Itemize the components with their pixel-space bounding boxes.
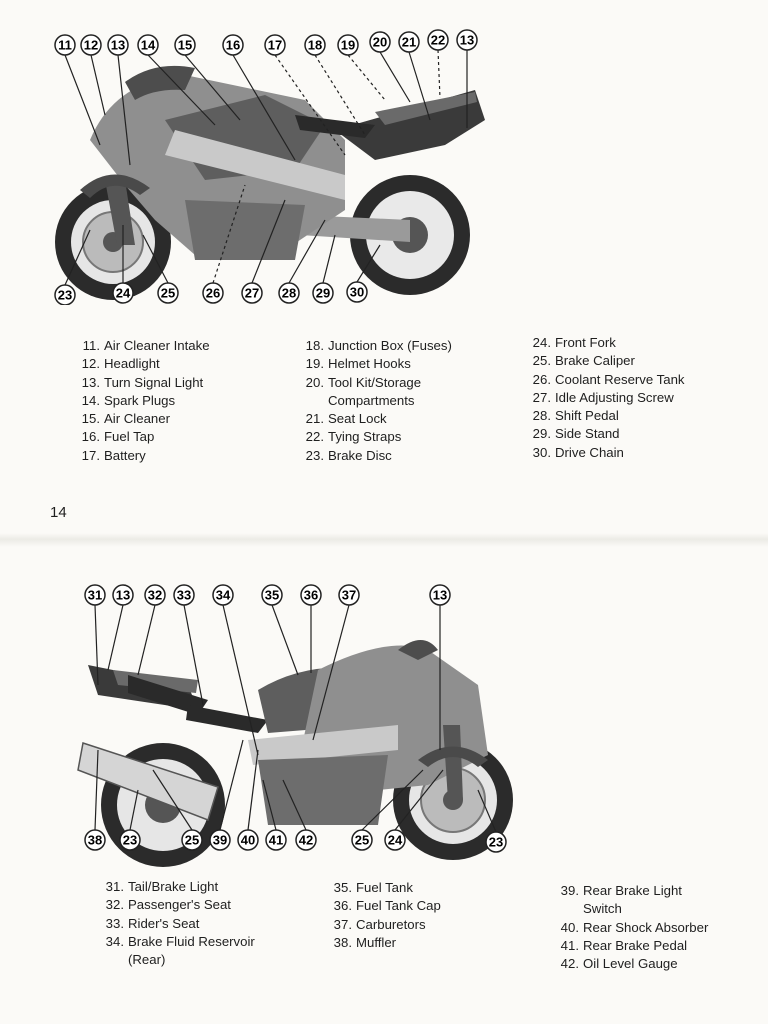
legend-item-31: 31. Tail/Brake Light: [105, 879, 219, 894]
svg-text:25: 25: [160, 285, 176, 301]
svg-text:16: 16: [225, 37, 241, 53]
svg-text:13: 13: [459, 32, 475, 48]
motorcycle-left-side-illustration: [68, 575, 518, 875]
callout-20: [370, 32, 390, 52]
callout-11: [55, 35, 75, 55]
svg-text:28: 28: [281, 285, 297, 301]
callout-24: [113, 283, 133, 303]
bottom-legend-col1: [100, 878, 255, 969]
legend-item-12: 12. Headlight: [81, 356, 160, 372]
legend-item-19: 19. Helmet Hooks: [305, 356, 411, 372]
top-legend-col1: [76, 337, 210, 465]
legend-item-22: 22. Tying Straps: [305, 429, 402, 445]
callout-16: [223, 35, 243, 55]
svg-text:25: 25: [354, 832, 370, 848]
motorcycle-left-side-photo: [68, 575, 518, 875]
svg-text:30: 30: [349, 284, 365, 300]
legend-item-13: 13. Turn Signal Light: [81, 374, 204, 390]
callout-42: [296, 830, 316, 850]
callout-34: [213, 585, 233, 605]
svg-text:42: 42: [298, 832, 314, 848]
callout-40: [238, 830, 258, 850]
callout-37: [339, 585, 359, 605]
svg-text:18: 18: [307, 37, 323, 53]
legend-item-38: 38. Muffler: [333, 934, 397, 950]
svg-text:36: 36: [303, 587, 319, 603]
legend-item-18: 18. Junction Box (Fuses): [305, 338, 452, 353]
svg-text:38: 38: [87, 832, 103, 848]
callout-25-front: [352, 830, 372, 850]
legend-item-26: 26. Coolant Reserve Tank: [532, 371, 685, 387]
top-legend-col2: [300, 337, 452, 465]
legend-item-17: 17. Battery: [81, 447, 146, 463]
legend-item-15: 15. Air Cleaner: [81, 411, 170, 427]
callout-25: [182, 830, 202, 850]
legend-item-11: 11. Air Cleaner Intake: [82, 338, 210, 353]
svg-text:31: 31: [87, 587, 103, 603]
motorcycle-left-side-drawing: [78, 640, 513, 867]
legend-item-37: 37. Carburetors: [333, 916, 426, 932]
svg-text:37: 37: [341, 587, 357, 603]
svg-text:32: 32: [147, 587, 163, 603]
legend-item-28: 28. Shift Pedal: [532, 408, 619, 424]
svg-text:24: 24: [115, 285, 131, 301]
callout-28: [279, 283, 299, 303]
legend-item-21: 21. Seat Lock: [305, 411, 387, 427]
callout-15: [175, 35, 195, 55]
svg-text:25: 25: [184, 832, 200, 848]
callout-36: [301, 585, 321, 605]
svg-text:15: 15: [177, 37, 193, 53]
svg-text:23: 23: [488, 834, 504, 850]
legend-item-20: 20. Tool Kit/Storage: [305, 374, 422, 390]
callouts-top-row: [55, 30, 477, 55]
legend-item-24: 24. Front Fork: [532, 335, 616, 350]
svg-text:27: 27: [244, 285, 260, 301]
callout-23-front: [486, 832, 506, 852]
callout-13-rear: [457, 30, 477, 50]
legend-item-34: 34. Brake Fluid Reservoir: [105, 933, 255, 949]
svg-text:22: 22: [430, 32, 446, 48]
legend-item-32: 32. Passenger's Seat: [105, 897, 231, 913]
svg-text:17: 17: [267, 37, 283, 53]
legend-item-16: 16. Fuel Tap: [81, 429, 155, 445]
svg-text:23: 23: [122, 832, 138, 848]
callout-25: [158, 283, 178, 303]
callout-14: [138, 35, 158, 55]
callouts-top-row: [85, 585, 450, 605]
legend-item-39: 39. Rear Brake Light: [560, 883, 682, 898]
callout-21: [399, 32, 419, 52]
callout-30: [347, 282, 367, 302]
bottom-legend-col2: [328, 879, 441, 952]
svg-text:11: 11: [58, 37, 72, 53]
legend-item-36: 36. Fuel Tank Cap: [333, 898, 441, 914]
callout-13: [113, 585, 133, 605]
callout-13-front: [430, 585, 450, 605]
legend-item-30: 30. Drive Chain: [532, 444, 624, 460]
legend-item-27: 27. Idle Adjusting Screw: [532, 389, 674, 405]
svg-text:13: 13: [432, 587, 448, 603]
legend-item-35: 35. Fuel Tank: [333, 880, 413, 895]
legend-item-34-continued: (Rear): [128, 952, 166, 968]
legend-item-25: 25. Brake Caliper: [532, 353, 635, 369]
callout-31: [85, 585, 105, 605]
motorcycle-right-side-illustration: [45, 20, 490, 305]
svg-text:20: 20: [372, 34, 388, 50]
callout-23: [55, 285, 75, 305]
svg-text:29: 29: [315, 285, 331, 301]
motorcycle-right-side-drawing: [55, 66, 485, 300]
svg-text:13: 13: [115, 587, 131, 603]
legend-item-39-continued: Switch: [583, 901, 622, 917]
svg-text:39: 39: [212, 832, 228, 848]
svg-text:12: 12: [83, 37, 99, 53]
legend-item-42: 42. Oil Level Gauge: [560, 956, 678, 972]
callout-22: [428, 30, 448, 50]
callout-13: [108, 35, 128, 55]
callout-29: [313, 283, 333, 303]
page-number: 14: [50, 504, 67, 521]
callout-33: [174, 585, 194, 605]
bottom-legend-col3: [555, 882, 708, 973]
callout-35: [262, 585, 282, 605]
svg-text:41: 41: [268, 832, 284, 848]
callout-41: [266, 830, 286, 850]
callout-32: [145, 585, 165, 605]
top-legend-col3: [527, 334, 685, 462]
svg-text:21: 21: [401, 34, 417, 50]
legend-item-40: 40. Rear Shock Absorber: [560, 919, 709, 935]
callout-23: [120, 830, 140, 850]
svg-text:24: 24: [387, 832, 403, 848]
callout-12: [81, 35, 101, 55]
legend-item-33: 33. Rider's Seat: [105, 915, 200, 931]
callout-26: [203, 283, 223, 303]
callout-19: [338, 35, 358, 55]
legend-item-14: 14. Spark Plugs: [81, 392, 176, 408]
callout-38: [85, 830, 105, 850]
svg-text:33: 33: [176, 587, 192, 603]
svg-text:26: 26: [205, 285, 221, 301]
svg-text:40: 40: [240, 832, 256, 848]
callout-27: [242, 283, 262, 303]
svg-text:23: 23: [57, 287, 73, 303]
svg-text:14: 14: [140, 37, 156, 53]
callout-18: [305, 35, 325, 55]
legend-item-23: 23. Brake Disc: [305, 447, 392, 463]
legend-item-41: 41. Rear Brake Pedal: [560, 937, 688, 953]
bottom-page: [0, 540, 768, 1024]
callout-24: [385, 830, 405, 850]
motorcycle-right-side-photo: [45, 20, 490, 305]
legend-item-20-continued: Compartments: [328, 392, 415, 408]
callout-17: [265, 35, 285, 55]
legend-item-29: 29. Side Stand: [532, 426, 620, 442]
svg-text:19: 19: [340, 37, 356, 53]
svg-text:35: 35: [264, 587, 280, 603]
svg-text:34: 34: [215, 587, 231, 603]
svg-text:13: 13: [110, 37, 126, 53]
callout-39: [210, 830, 230, 850]
